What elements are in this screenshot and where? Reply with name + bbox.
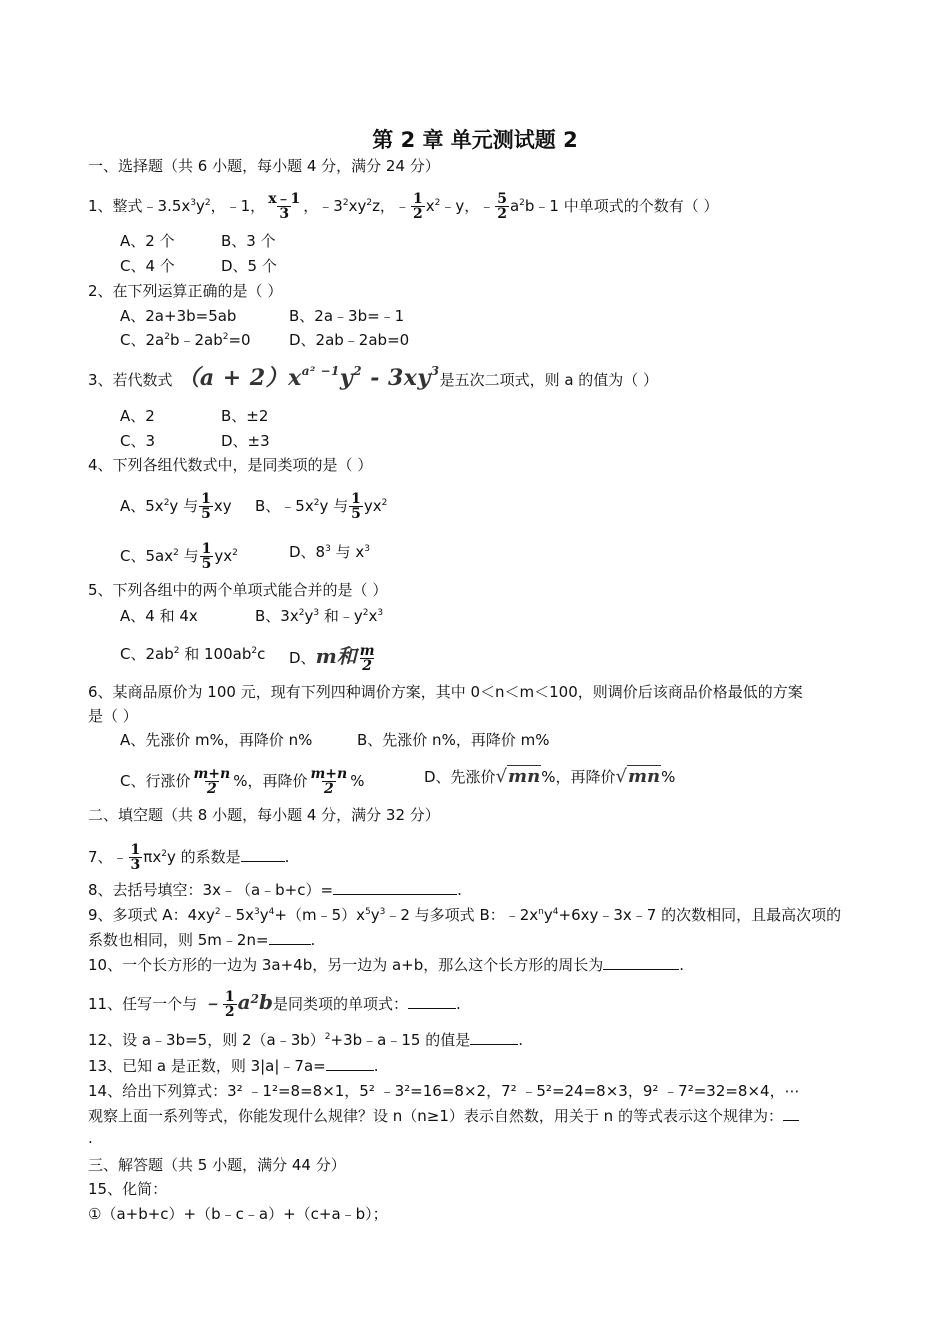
fraction: $\frac{1}{2}$	[412, 191, 423, 222]
question-13: 13、已知 a 是正数，则 3|a|﹣7a= .	[88, 1057, 379, 1075]
q6-option-c: C、行涨价 $\frac{m+n}{2}$ %，再降价 $\frac{m+n}{2}$ %	[120, 766, 365, 797]
q2-option-c: C、$2a^2b﹣2ab^2=0$	[120, 331, 251, 349]
q4-option-d: D、$8^3$ 与 $x^3$	[289, 543, 370, 561]
question-7: 7、﹣ $\frac{1}{3}$ $\pi x^2y$ 的系数是 .	[88, 842, 290, 873]
q3-option-d: D、±3	[221, 432, 270, 450]
fraction: $\frac{1}{5}$	[201, 541, 212, 572]
question-6-line-2: 是（ ）	[88, 707, 138, 725]
answer-blank[interactable]	[241, 847, 285, 862]
q6-option-a: A、先涨价 m%，再降价 n%	[120, 731, 313, 749]
question-15: 15、化简：	[88, 1180, 168, 1198]
q5-option-c: C、$2ab^2$ 和 $100ab^2c$	[120, 645, 266, 663]
question-6-line-1: 6、某商品原价为 100 元，现有下列四种调价方案，其中 0＜n＜m＜100，则调价后该商品价格最低的方案	[88, 683, 803, 701]
q2-option-d: D、2ab﹣2ab=0	[289, 331, 410, 349]
q1-option-d: D、5 个	[221, 257, 277, 275]
q4-option-b: B、$﹣5x^2y$ 与 $\frac{1}{5}$ $yx^2$	[255, 491, 388, 522]
fraction: $\frac{1}{5}$	[351, 491, 361, 522]
q1-option-b: B、3 个	[221, 232, 276, 250]
q5-option-a: A、4 和 4x	[120, 607, 198, 625]
question-15-item-1: ①（a+b+c）+（b﹣c﹣a）+（c+a﹣b）；	[88, 1205, 388, 1223]
q5-option-b: B、$3x^2y^3$ 和$﹣y^2x^3$	[255, 607, 384, 625]
fraction: $\frac{1}{2}$	[224, 989, 235, 1020]
fraction: $\frac{1}{5}$	[201, 491, 211, 522]
q2-option-a: A、2a+3b=5ab	[120, 307, 237, 325]
answer-blank[interactable]	[333, 880, 457, 895]
fraction: $\frac{m+n}{2}$	[193, 766, 231, 797]
section-heading-solve: 三、解答题（共 5 小题，满分 44 分）	[88, 1156, 346, 1174]
question-12: 12、设 a﹣3b=5，则 2（a﹣3b）$^2$+3b﹣a﹣15 的值是 .	[88, 1031, 523, 1049]
q4-option-a: A、$5x^2y$ 与 $\frac{1}{5}$ xy	[120, 491, 232, 522]
q1-option-a: A、2 个	[120, 232, 175, 250]
q2-option-b: B、2a﹣3b=﹣1	[289, 307, 405, 325]
answer-blank[interactable]	[326, 1056, 374, 1071]
question-5: 5、下列各组中的两个单项式能合并的是（ ）	[88, 581, 388, 599]
answer-blank[interactable]	[269, 930, 311, 945]
question-3: 3、若代数式 $(a + 2)x^{a^2 -1}y^2 - 3xy^3$是五次二项式，则 a 的值为（ ）	[88, 364, 659, 391]
question-10: 10、一个长方形的一边为 3a+4b，另一边为 a+b，那么这个长方形的周长为 .	[88, 956, 685, 974]
question-1: 1、整式$﹣3.5x^3y^2$，﹣1， $\frac{x﹣1}{3}$ ，$﹣3^2xy^2z$，﹣ $\frac{1}{2}$ $x^2﹣y$，﹣ $\frac{5}{2}$ $a^2b﹣1$ 中单项式的个数有（ ）	[88, 191, 719, 222]
question-11: 11、任写一个与 ﹣ $\frac{1}{2}$ $a^2b$是同类项的单项式： .	[88, 989, 461, 1020]
q6-option-b: B、先涨价 n%，再降价 m%	[357, 731, 550, 749]
q3-option-a: A、2	[120, 407, 155, 425]
question-14-line-1: 14、给出下列算式：3² ﹣1²=8=8×1，5² ﹣3²=16=8×2，7² ﹣5²=24=8×3，9² ﹣7²=32=8×4，⋯	[88, 1082, 800, 1100]
page-title: 第 2 章 单元测试题 2	[372, 128, 578, 152]
square-root: √mn	[615, 766, 661, 787]
section-heading-choice: 一、选择题（共 6 小题，每小题 4 分，满分 24 分）	[88, 157, 440, 175]
q3-option-b: B、±2	[221, 407, 269, 425]
question-4: 4、下列各组代数式中，是同类项的是（ ）	[88, 456, 373, 474]
question-9-line-1: 9、多项式 A：$4xy^2﹣5x^3y^4+(m﹣5)x^5y^3﹣2$ 与多项式 B：$﹣2x^ny^4+6xy﹣3x﹣7$ 的次数相同，且最高次项的	[88, 906, 842, 924]
q4-option-c: C、$5ax^2$ 与 $\frac{1}{5}$ $yx^2$	[120, 541, 238, 572]
answer-blank[interactable]	[470, 1030, 518, 1045]
answer-blank[interactable]	[603, 955, 679, 970]
q3-option-c: C、3	[120, 432, 156, 450]
polynomial-expression: $(a + 2)x^{a^2 -1}y^2 - 3xy^3$	[177, 364, 440, 391]
q5-option-d: D、m和 $\frac{m}{2}$	[289, 643, 375, 674]
question-14-line-2: 观察上面一系列等式，你能发现什么规律？设 n（n≥1）表示自然数，用关于 n 的等式表示这个规律为：	[88, 1106, 799, 1126]
question-8: 8、去括号填空：3x﹣（a﹣b+c）= .	[88, 881, 462, 899]
fraction: $\frac{5}{2}$	[497, 191, 507, 222]
fraction: $\frac{x﹣1}{3}$	[268, 191, 301, 222]
fraction: $\frac{m+n}{2}$	[310, 766, 348, 797]
q1-option-c: C、4 个	[120, 257, 175, 275]
square-root: √mn	[495, 766, 541, 787]
question-2: 2、在下列运算正确的是（ ）	[88, 282, 283, 300]
q6-option-d: D、先涨价√mn%，再降价√mn%	[424, 766, 676, 787]
section-heading-fill: 二、填空题（共 8 小题，每小题 4 分，满分 32 分）	[88, 806, 440, 824]
fraction: $\frac{1}{3}$	[130, 842, 141, 873]
question-9-line-2: 系数也相同，则 5m﹣2n= .	[88, 931, 316, 949]
answer-blank[interactable]	[783, 1106, 799, 1121]
answer-blank[interactable]	[408, 994, 456, 1009]
question-14-line-3: .	[88, 1129, 93, 1147]
fraction: $\frac{m}{2}$	[359, 643, 375, 674]
